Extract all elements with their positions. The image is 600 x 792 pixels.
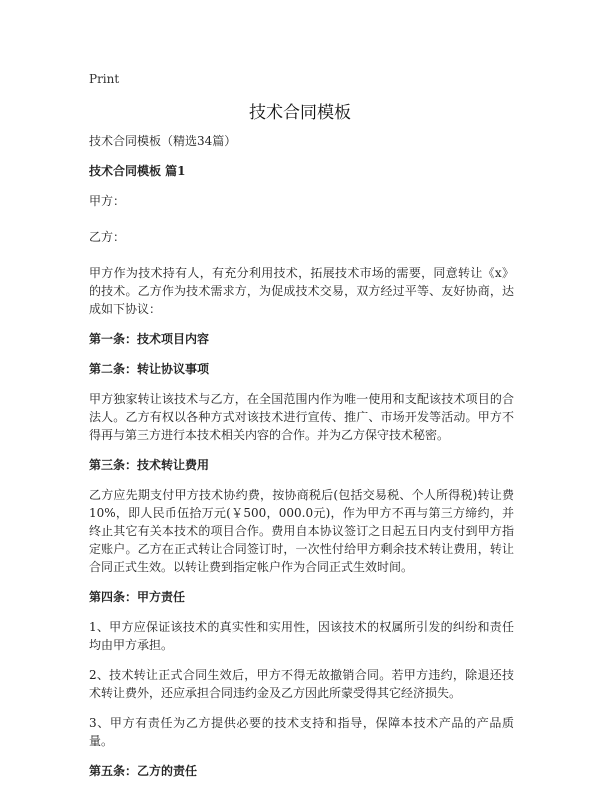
party-a-field: 甲方： (89, 194, 126, 208)
section-paragraph: 2、技术转让正式合同生效后，甲方不得无故撤销合同。若甲方违约，除退还技术转让费外，还应承担合同违约金及乙方因此所蒙受得其它经济损失。 (89, 668, 514, 700)
section-heading: 第四条：甲方责任 (89, 590, 186, 604)
section-heading: 第五条：乙方的责任 (89, 764, 198, 778)
document-body (89, 132, 514, 792)
contract-sections (89, 330, 514, 780)
section-paragraph: 甲方独家转让该技术与乙方，在全国范围内作为唯一使用和支配该技术项目的合法人。乙方有权以各种方式对该技术进行宣传、推广、市场开发等活动。甲方不得再与第三方进行本技术相关内容的合作。并为乙方保守技术秘密。 (89, 392, 514, 442)
section-paragraph: 3、甲方有责任为乙方提供必要的技术支持和指导，保障本技术产品的产品质量。 (89, 716, 514, 748)
print-label[interactable]: Print (89, 72, 120, 86)
intro-paragraph: 甲方作为技术持有人，有充分利用技术，拓展技术市场的需要，同意转让《x》的技术。乙方作为技术需求方，为促成技术交易，双方经过平等、友好协商，达成如下协议： (89, 266, 514, 316)
document-title: 技术合同模板 (249, 103, 351, 123)
section-paragraph: 乙方应先期支付甲方技术协约费，按协商税后(包括交易税、个人所得税)转让费10%，即人民币伍拾万元(￥500，000.0元)，作为甲方不再与第三方缔约，并终止其它有关本技术的项目合作。费用自本协议签订之日起五日内支付到甲方指定账户。乙方在正式转让合同签订时，一次性付给甲方剩余技术转让费用，转让合同正式生效。以转让费到指定帐户作为合同正式生效时间。 (89, 488, 514, 574)
document-subtitle: 技术合同模板（精选34篇） (89, 134, 237, 148)
section-heading: 第三条：技术转让费用 (89, 458, 210, 472)
article-heading: 技术合同模板 篇1 (89, 164, 186, 178)
section-heading: 第二条：转让协议事项 (89, 362, 210, 376)
section-paragraph: 1、甲方应保证该技术的真实性和实用性，因该技术的权属所引发的纠纷和责任均由甲方承担。 (89, 620, 514, 652)
section-heading: 第一条：技术项目内容 (89, 332, 210, 346)
party-b-field: 乙方： (89, 230, 126, 244)
